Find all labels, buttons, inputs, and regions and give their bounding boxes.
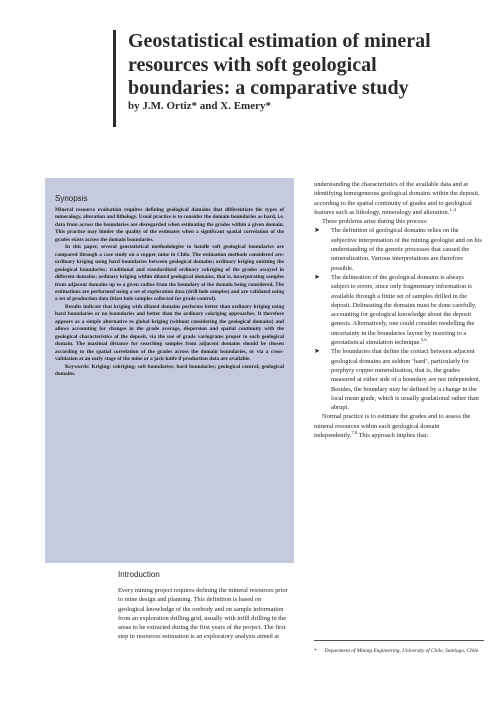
footnote-text: Department of Mining Engineering, University of Chile, Santiago, Chile. <box>324 648 480 654</box>
bullet-text: The definition of geological domains relies on the subjective interpretation of the mining geologist and on his understanding of the genetic processes that caused the mineralization. Various interpretations are therefore possible. <box>331 227 482 272</box>
reference-marker: 5,6 <box>420 336 427 342</box>
continuation-paragraph <box>314 180 482 217</box>
synopsis-keywords: Keywords: Kriging; cokriging; soft boundaries; hard boundaries; geological control; geological domains. <box>55 363 284 377</box>
problems-intro: Three problems arise during this process: <box>322 218 428 226</box>
bullet-item <box>314 347 482 412</box>
closing-paragraph <box>314 412 482 440</box>
synopsis-paragraph: Results indicate that kriging with dilated domains performs better than ordinary kriging using hard boundaries or no boundaries and better than the ordinary cokriging approaches. It therefore appears as a simple alternative to global kriging (without considering the geological domains) and allows accounting for changes in the grade average, dispersion and spatial continuity with the geological characteristics of the deposit, via the use of grade variograms proper to each geological domain. The maximal distance for searching samples from adjacent domains should be chosen according to the spatial correlation of the grades across the domain boundaries, or via a cross-validation at an early stage of the mine or a jack-knife if production data are available. <box>55 303 284 363</box>
synopsis-box <box>45 178 294 563</box>
footnote-divider <box>314 640 484 641</box>
closing-tail: This approach implies that: <box>357 432 429 440</box>
right-column <box>314 180 482 440</box>
arrow-bullet-icon: ➤ <box>314 347 320 356</box>
bullet-text: The delineation of the geological domains is always subject to errors, since only fragmentary information is available through a finite set of samples drilled in the deposit. Delineating the domains must be done carefully, accounting for geological knowledge about the deposit genesis. Alternatively, one could consider modelling the uncertainty in the boundaries layout by resorting to a geostatistical simulation technique.$^{5,6}$ <box>331 273 477 347</box>
introduction-text: Every mining project requires defining the mineral resources prior to mine design and planning. This definition is based on geological knowledge of the orebody and on sample information from an exploration drilling grid, usually with infill drilling in the areas to be extracted during the first years of the project. The first step in resources estimation is an exploratory analysis aimed at <box>118 587 288 641</box>
continuation-text: understanding the characteristics of the available data and at identifying homogeneous geological domains within the deposit, according to the spatial continuity of grades and to geological features such as lithology, mineralogy and alteration. <box>314 181 480 216</box>
bullet-item <box>314 273 482 347</box>
synopsis-heading: Synopsis <box>55 194 88 203</box>
arrow-bullet-icon: ➤ <box>314 272 320 281</box>
title-accent-rule <box>113 30 116 127</box>
closing-text: Normal practice is to estimate the grades and to assess the mineral resources within each geological domain independently. <box>314 413 471 440</box>
synopsis-paragraph: Mineral resource evaluation requires defining geological domains that differentiate the types of mineralogy, alteration and lithology. Usual practice is to consider the domain boundaries as hard, i.e. data from across the boundaries are disregarded when estimating the grades within a given domain. This practice may hinder the quality of the estimates when a significant spatial correlation of the grades exists across the domain boundaries. <box>55 207 284 243</box>
affiliation-footnote <box>314 647 484 655</box>
arrow-bullet-icon: ➤ <box>314 226 320 235</box>
synopsis-paragraph: In this paper, several geostatistical methodologies to handle soft geological boundaries are compared through a case study on a copper mine in Chile. The estimation methods considered are: ordinary kriging using hard boundaries between geological domains; ordinary kriging omitting the geological boundaries; traditional and standardized ordinary cokriging of the grades assayed in different domains; ordinary kriging within dilated geological domains, that is, incorporating samples from adjacent domains up to a given radius from the boundary of the domain being considered. The estimations are performed using a set of exploration data (drill hole samples) and are validated using a set of production data (blast hole samples collected for grade control). <box>55 244 284 303</box>
paper-title: Geostatistical estimation of mineral resources with soft geological boundaries: a comparative study <box>128 30 431 99</box>
reference-marker: 7,8 <box>351 429 358 435</box>
introduction-heading: Introduction <box>118 570 160 579</box>
footnote-mark: * <box>314 648 317 654</box>
bullet-item <box>314 226 482 272</box>
bullet-text: The boundaries that define the contact between adjacent geological domains are seldom ‘hard’, particularly for porphyry copper mineralization, that is, the grades measured at either side of a boundary are not independent. Besides, the boundary may be defined by a change in the local mean grade, which is usually gradational rather than abrupt. <box>331 348 481 412</box>
paper-authors: by J.M. Ortiz* and X. Emery* <box>128 100 271 112</box>
reference-marker: 1–4 <box>449 206 456 212</box>
